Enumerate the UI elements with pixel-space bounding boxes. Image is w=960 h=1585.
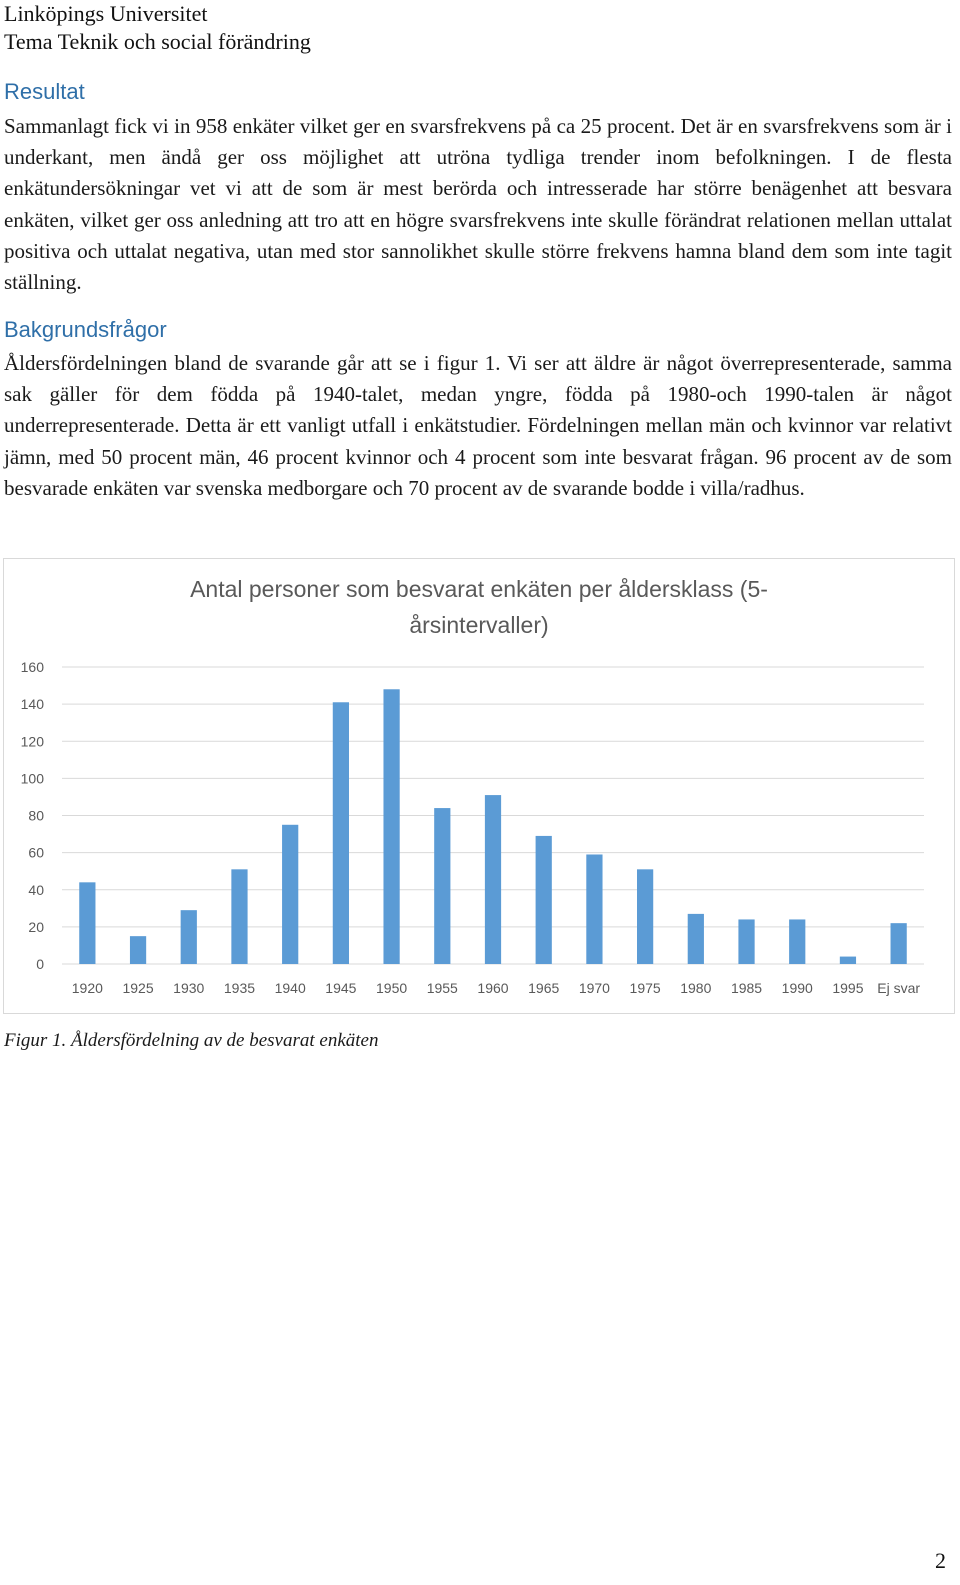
bar-1975 <box>637 869 653 964</box>
bakgrund-paragraph: Åldersfördelningen bland de svarande går att se i figur 1. Vi ser att äldre är något överrepresenterade, samma sak gäller för dem födda på 1940-talet, medan yngre, födda på 1980-och 1990-talen är något underrepresenterade. Detta är ett vanligt utfall i enkätstudier. Fördelningen mellan män och kvinnor var relativt jämn, med 50 procent män, 46 procent kvinnor och 4 procent som inte besvarat frågan. 96 procent av de som besvarade enkäten var svenska medborgare och 70 procent av de svarande bodde i villa/radhus. <box>4 351 952 500</box>
x-tick-label: 1925 <box>122 980 154 996</box>
university-name: Linköpings Universitet <box>4 1 208 26</box>
bar-1920 <box>79 882 95 964</box>
bar-1985 <box>738 919 754 964</box>
x-tick-label: 1975 <box>629 980 661 996</box>
x-tick-label: 1950 <box>376 980 408 996</box>
x-tick-label: 1935 <box>223 980 256 996</box>
department-name: Tema Teknik och social förändring <box>4 29 311 54</box>
x-tick-label: 1980 <box>680 980 712 996</box>
x-tick-label: 1990 <box>781 980 813 996</box>
chart-title-line: årsintervaller) <box>409 612 549 638</box>
x-tick-label: 1970 <box>578 980 610 996</box>
y-tick-label: 140 <box>20 696 44 713</box>
bar-1925 <box>130 936 146 964</box>
x-tick-label: 1965 <box>528 980 560 996</box>
x-tick-label: 1985 <box>730 980 763 996</box>
chart-x-ticks <box>72 980 921 996</box>
bar-1930 <box>181 910 197 964</box>
x-tick-label: Ej svar <box>877 980 921 996</box>
page-number: 2 <box>935 1548 946 1573</box>
bar-1970 <box>586 854 602 964</box>
x-tick-label: 1920 <box>71 980 103 996</box>
x-tick-label: 1960 <box>477 980 509 996</box>
y-tick-label: 120 <box>20 733 44 750</box>
y-tick-label: 0 <box>36 956 44 972</box>
bar-1940 <box>282 825 298 964</box>
bar-1980 <box>688 914 704 964</box>
y-tick-label: 80 <box>28 807 44 824</box>
x-tick-label: 1930 <box>173 980 205 996</box>
x-tick-label: 1955 <box>426 980 458 996</box>
chart-bars <box>79 689 907 964</box>
bar-1950 <box>383 689 399 964</box>
chart-title <box>190 576 768 638</box>
bar-1965 <box>536 836 552 964</box>
bar-1935 <box>231 869 247 964</box>
bar-1990 <box>789 919 805 964</box>
y-tick-label: 20 <box>28 918 44 935</box>
bakgrund-heading: Bakgrundsfrågor <box>4 317 167 342</box>
bar-1955 <box>434 808 450 964</box>
resultat-paragraph: Sammanlagt fick vi in 958 enkäter vilket ger en svarsfrekvens på ca 25 procent. Det är en svarsfrekvens som är i underkant, men ändå ger oss möjlighet att utröna tydliga trender inom befolkningen. I de flesta enkätundersökningar vet vi att de som är mest berörda och intresserade har större benägenhet att besvara enkäten, vilket ger oss anledning att tro att en högre svarsfrekvens inte skulle förändrat relationen mellan uttalat positiva och uttalat negativa, utan med stor sannolikhet skulle större frekvens hamna bland dem som inte tagit ställning. <box>4 114 952 295</box>
bar-ej-svar <box>891 923 907 964</box>
chart-title-line: Antal personer som besvarat enkäten per åldersklass (5- <box>190 576 768 602</box>
y-tick-label: 60 <box>28 844 44 861</box>
age-distribution-chart <box>3 558 955 1014</box>
x-tick-label: 1940 <box>274 980 306 996</box>
chart-svg <box>4 559 954 1013</box>
bar-1995 <box>840 957 856 964</box>
y-tick-label: 100 <box>20 770 44 787</box>
resultat-heading: Resultat <box>4 79 85 104</box>
chart-y-ticks <box>21 659 45 972</box>
bar-1945 <box>333 702 349 964</box>
bar-1960 <box>485 795 501 964</box>
figure-caption: Figur 1. Åldersfördelning av de besvarat enkäten <box>4 1030 379 1051</box>
x-tick-label: 1945 <box>325 980 357 996</box>
x-tick-label: 1995 <box>832 980 864 996</box>
y-tick-label: 40 <box>28 881 44 898</box>
y-tick-label: 160 <box>20 659 44 675</box>
